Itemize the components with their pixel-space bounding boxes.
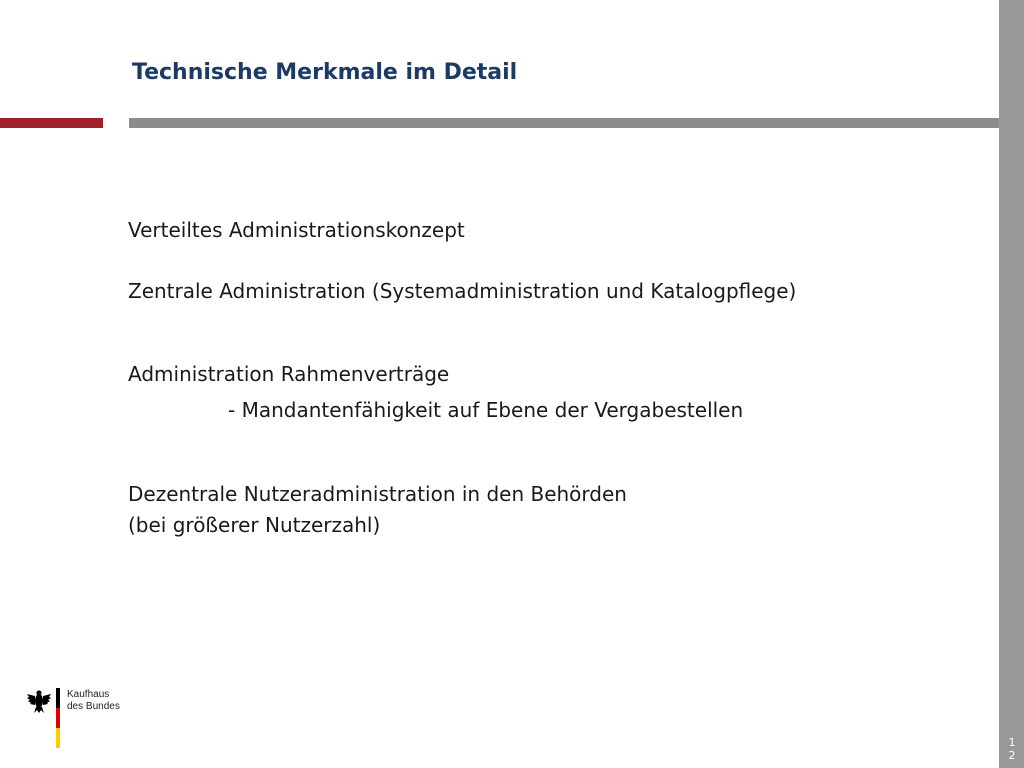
title-rule-accent: [0, 118, 103, 128]
logo-flag-stripe: [56, 688, 60, 748]
logo-line-2: des Bundes: [67, 701, 120, 712]
content-line: Zentrale Administration (Systemadministration und Katalogpflege): [128, 279, 797, 303]
page-number: 12: [1008, 736, 1016, 762]
side-bar: [999, 0, 1024, 768]
content-line: Administration Rahmenverträge: [128, 362, 450, 386]
logo-line-1: Kaufhaus: [67, 689, 110, 700]
content-line: (bei größerer Nutzerzahl): [128, 513, 381, 537]
content-line: Verteiltes Administrationskonzept: [128, 218, 465, 242]
content-line: Dezentrale Nutzeradministration in den Behörden: [128, 482, 627, 506]
content-line-indented: - Mandantenfähigkeit auf Ebene der Vergabestellen: [228, 398, 744, 422]
federal-eagle-icon: [26, 688, 52, 714]
title-rule: [129, 118, 1000, 128]
slide-title: Technische Merkmale im Detail: [132, 60, 518, 85]
logo-text: [67, 689, 120, 713]
